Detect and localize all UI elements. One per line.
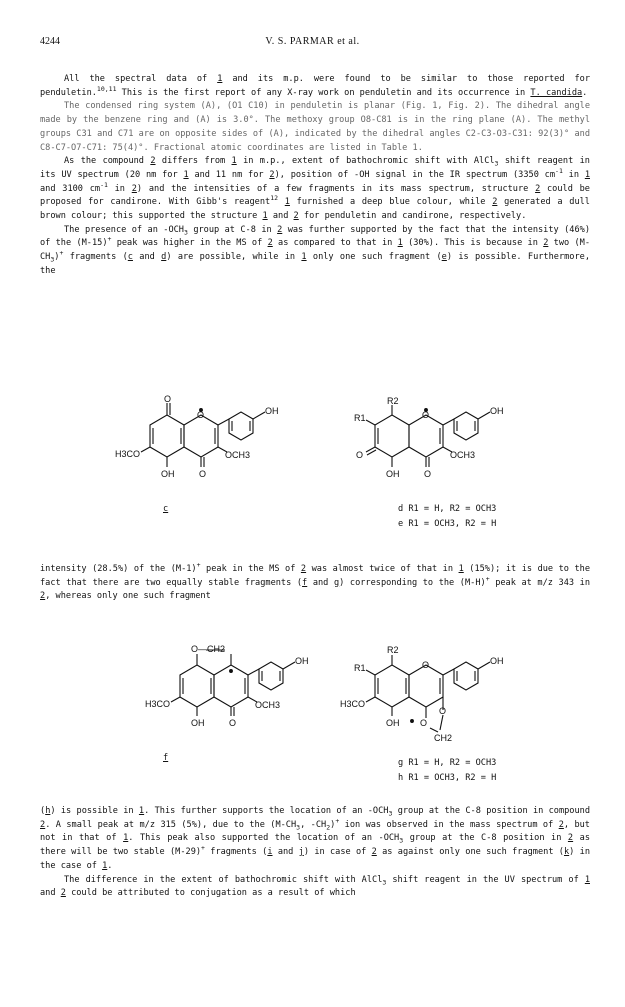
paragraph-5: intensity (28.5%) of the (M-1)+ peak in the MS of 2 was almost twice of that in 1 (15%); it is due to the fact that there are two equally stable fragments (f and g) corresponding to the (M-H)+ peak at m/z 343 in 2, whereas only one such fragment [40, 561, 591, 602]
svg-text:H3CO: H3CO [340, 699, 366, 709]
svg-text:OCH3: OCH3 [450, 450, 476, 460]
label-g: g R1 = H, R2 = OCH3 [398, 758, 497, 768]
svg-text:O: O [199, 469, 207, 479]
svg-text:R2: R2 [387, 396, 399, 406]
paragraph-6: (h) is possible in 1. This further supports the location of an $-OCH_3$ group at the C-8 position in compound 2. A small peak at m/z 315 (5%), due to the ($M-CH_3$, $-CH_2)^+$ ion was observed in the mass spectrum of 2, but not in that of 1. This peak also supported the location of an $-OCH_3$ group at the C-8 position in 2 as there will be two stable (M-29)+ fragments (i and j) in case of 2 as against only one such fragment (k) in the case of 1. [40, 806, 590, 871]
svg-text:H3CO: H3CO [145, 699, 171, 709]
svg-text:H3CO: H3CO [115, 449, 141, 459]
page-number: 4244 [40, 36, 60, 47]
svg-text:O: O [439, 706, 447, 716]
paragraph-7: The difference in the extent of bathochromic shift with AlCl$_3$ shift reagent in the UV spectrum of 1 and 2 could be attributed to conjugation as a result of which [40, 874, 590, 899]
svg-text:OH: OH [191, 718, 205, 728]
svg-text:OH: OH [161, 469, 175, 479]
svg-text:OCH3: OCH3 [255, 700, 281, 710]
svg-text:R1: R1 [354, 663, 366, 673]
svg-text:OH: OH [490, 656, 504, 666]
paragraph-2: The condensed ring system (A), (O1 C10) in penduletin is planar (Fig. 1, Fig. 2). The dihedral angle made by the benzene ring and (A) is 3.0°. The methoxy group O8-C81 is in the ring plane (A). The methyl groups C31 and C71 are on opposite sides of (A), indicated by the dihedral angles C2-C3-O3-C31: 92(3)° and C8-C7-O7-C71: 75(4)°. Fractional atomic coordinates are listed in Table 1. [40, 101, 590, 153]
svg-text:OH: OH [490, 406, 504, 416]
running-authors: V. S. PARMAR et al. [265, 36, 360, 47]
svg-text:OH: OH [386, 718, 400, 728]
svg-text:OH: OH [295, 656, 309, 666]
label-e: e R1 = OCH3, R2 = H [398, 519, 497, 529]
svg-text:O: O [356, 450, 364, 460]
body-text-bottom [40, 805, 590, 901]
body-text-top [40, 73, 590, 279]
label-d: d R1 = H, R2 = OCH3 [398, 504, 497, 514]
label-h: h R1 = OCH3, R2 = H [398, 773, 497, 783]
label-f: f [163, 753, 169, 763]
svg-text:OCH3: OCH3 [225, 450, 251, 460]
structure-d-e [340, 395, 530, 495]
label-c: c [163, 504, 169, 514]
body-text-middle [40, 563, 590, 604]
atom-o: O [164, 395, 172, 404]
svg-text:CH2: CH2 [434, 733, 453, 743]
structure-c [115, 395, 305, 495]
svg-text:O: O [422, 660, 430, 670]
svg-text:R2: R2 [387, 645, 399, 655]
svg-text:OH: OH [265, 406, 279, 416]
svg-text:OH: OH [386, 469, 400, 479]
svg-text:O: O [197, 410, 205, 420]
paragraph-4: The presence of an $-OCH_3$ group at C-8 in 2 was further supported by the fact that the intensity (46%) of the (M-15)+ peak was higher in the MS of 2 as compared to that in 1 (30%). This is because in 2 two $(M-CH_3)^+$ fragments (c and d) are possible, while in 1 only one such fragment (e) is possible. Furthermore, the [40, 224, 590, 276]
svg-text:O: O [424, 469, 432, 479]
structure-f [145, 640, 335, 740]
svg-text:O: O [422, 410, 430, 420]
svg-text:O—CH2: O—CH2 [191, 644, 226, 654]
paragraph-3: As the compound 2 differs from 1 in m.p., extent of bathochromic shift with AlCl$_3$ shift reagent in its UV spectrum (20 nm for 1 and 11 nm for 2), position of -OH signal in the IR spectrum (3350 $cm^{-1}$ in 1 and 3100 $cm^{-1}$ in 2) and the intensities of a few fragments in its mass spectrum, structure 2 could be proposed for candirone. With Gibb's reagent$^{12}$ 1 furnished a deep blue colour, while 2 generated a dull brown colour; this supported the structure 1 and 2 for penduletin and candirone, respectively. [40, 156, 590, 222]
paragraph-1: All the spectral data of 1 and its m.p. were found to be similar to those reported for penduletin.$^{10,11}$ This is the first report of any X-ray work on penduletin and its occurrence in T. candida. [40, 74, 590, 98]
svg-text:O: O [420, 718, 428, 728]
svg-text:R1: R1 [354, 413, 366, 423]
structure-g-h [340, 640, 530, 750]
svg-text:O: O [229, 718, 237, 728]
